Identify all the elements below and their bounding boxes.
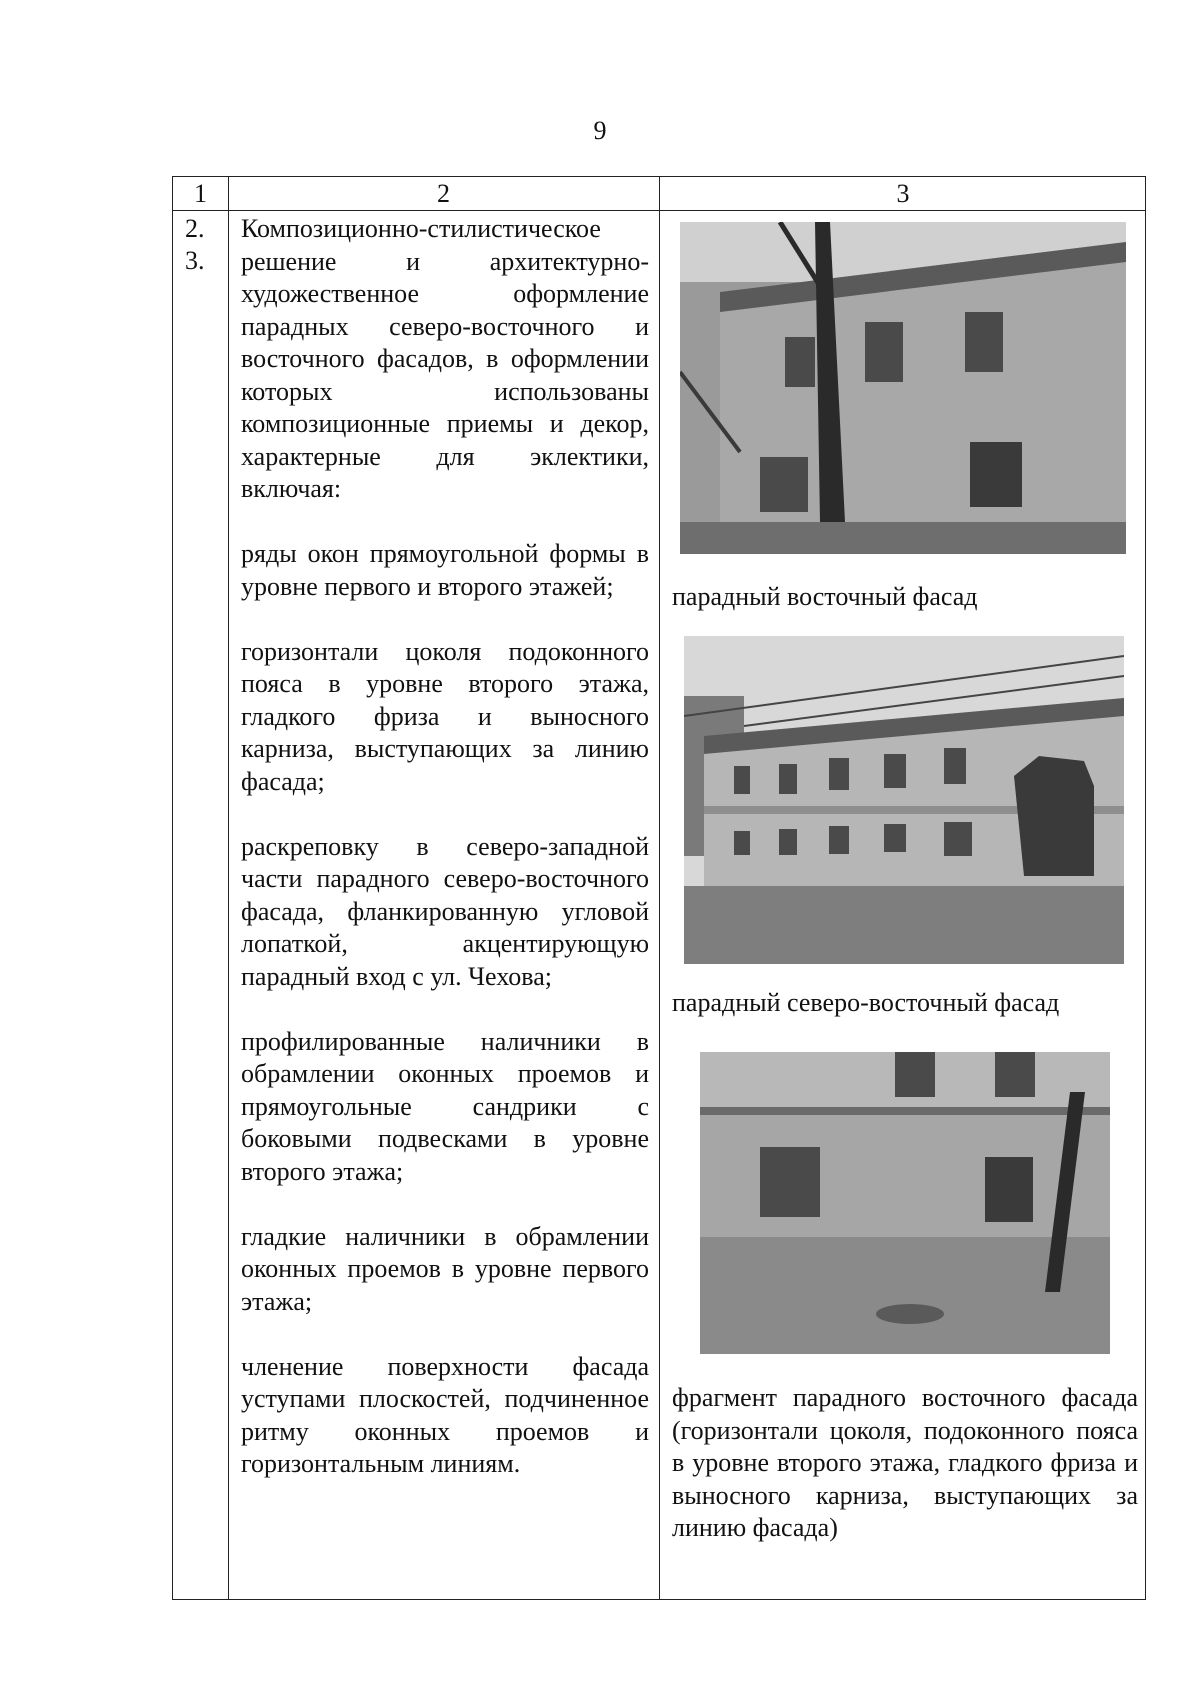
column-divider (659, 177, 660, 1599)
photo-east-facade-fragment (700, 1052, 1110, 1354)
description-item: горизонтали цоколя подоконного пояса в уровне второго этажа, гладкого фриза и выносного карниза, выступающих за линию фасада; (241, 636, 649, 796)
column-header-1: 1 (194, 179, 207, 208)
row-number (185, 213, 221, 277)
description-item: профилированные наличники в обрамлении оконных проемов и прямоугольные сандрики с боковыми подвесками в уровне второго этажа; (241, 1026, 649, 1186)
photo-north-east-facade (684, 636, 1124, 964)
column-divider (228, 177, 229, 1599)
column-header-3: 3 (896, 179, 910, 208)
row-number-line-2: 3. (185, 246, 205, 275)
photo-caption: парадный восточный фасад (672, 582, 978, 611)
description-item: ряды окон прямоугольной формы в уровне первого и второго этажей; (241, 539, 649, 601)
description-item: раскреповку в северо-западной части парадного северо-восточного фасада, фланкированную угловой лопаткой, акцентирующую парадный вход с ул. Чехова; (241, 831, 649, 991)
description-item: членение поверхности фасада уступами плоскостей, подчиненное ритму оконных проемов и горизонтальным линиям. (241, 1351, 649, 1478)
photo-east-facade (680, 222, 1126, 554)
photo-caption: парадный северо-восточный фасад (672, 988, 1060, 1017)
description-intro: Композиционно-стилистическое решение и архитектурно-художественное оформление парадных северо-восточного и восточного фасадов, в оформлении которых использованы композиционные приемы и декор, характерные для эклектики, включая: (241, 214, 649, 503)
description-item: гладкие наличники в обрамлении оконных проемов в уровне первого этажа; (241, 1221, 649, 1316)
row-number-line-1: 2. (185, 214, 205, 243)
header-divider (173, 210, 1145, 211)
row-description (241, 213, 649, 1481)
photo-caption: фрагмент парадного восточного фасада (горизонтали цоколя, подоконного пояса в уровне второго этажа, гладкого фриза и выносного карниза, выступающих за линию фасада) (672, 1383, 1138, 1542)
page-number: 9 (593, 116, 607, 145)
column-header-2: 2 (437, 179, 450, 208)
